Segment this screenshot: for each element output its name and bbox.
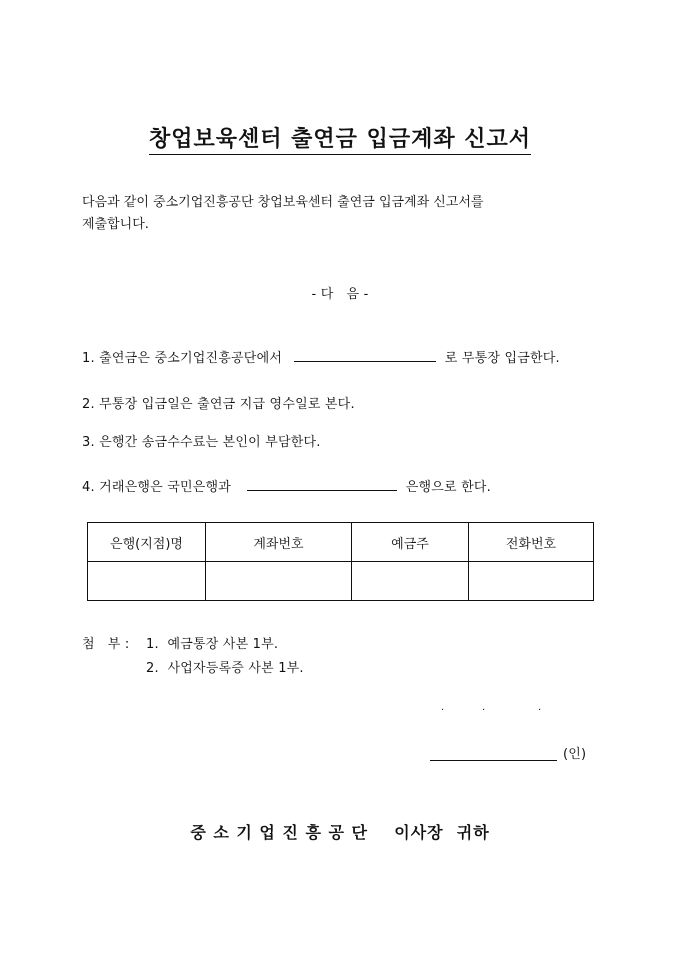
item-1-before: 1. 출연금은 중소기업진흥공단에서 [82,351,283,366]
document-title [0,122,680,153]
header-account-number: 계좌번호 [206,523,352,562]
date-dot-month: · [482,705,486,716]
attachments-label: 첨 부 : [82,637,130,652]
seal-label: (인) [563,747,587,762]
item-2: 2. 무통장 입금일은 출연금 지급 영수일로 본다. [82,397,355,412]
item-4-blank-field[interactable] [247,480,397,491]
cell-account-holder[interactable] [352,562,469,601]
item-1-after: 로 무통장 입금한다. [444,351,560,366]
attachment-item-1: 1. 예금통장 사본 1부. [146,637,279,652]
cell-phone-number[interactable] [469,562,594,601]
header-account-holder: 예금주 [352,523,469,562]
document-title-text: 창업보육센터 출연금 입금계좌 신고서 [149,126,531,155]
header-bank-branch: 은행(지점)명 [88,523,206,562]
signature-line[interactable] [430,760,557,761]
date-dot-day: · [538,705,542,716]
section-marker: - 다 음 - [311,287,369,302]
item-4-before: 4. 거래은행은 국민은행과 [82,480,232,495]
intro-line-2: 제출합니다. [82,217,149,232]
recipient-footer: 중 소 기 업 진 흥 공 단 이사장 귀하 [190,823,490,842]
cell-account-number[interactable] [206,562,352,601]
intro-paragraph [82,192,484,236]
item-3: 3. 은행간 송금수수료는 본인이 부담한다. [82,435,321,450]
item-4 [82,476,491,495]
attachment-item-2: 2. 사업자등록증 사본 1부. [146,661,304,676]
cell-bank-branch[interactable] [88,562,206,601]
bank-account-table [87,522,594,601]
intro-line-1: 다음과 같이 중소기업진흥공단 창업보육센터 출연금 입금계좌 신고서를 [82,195,484,210]
item-1-blank-field[interactable] [294,351,436,362]
item-1 [82,347,560,366]
header-phone-number: 전화번호 [469,523,594,562]
table-row [88,562,594,601]
date-dot-year: · [441,705,445,716]
table-header-row [88,523,594,562]
item-4-after: 은행으로 한다. [405,480,491,495]
